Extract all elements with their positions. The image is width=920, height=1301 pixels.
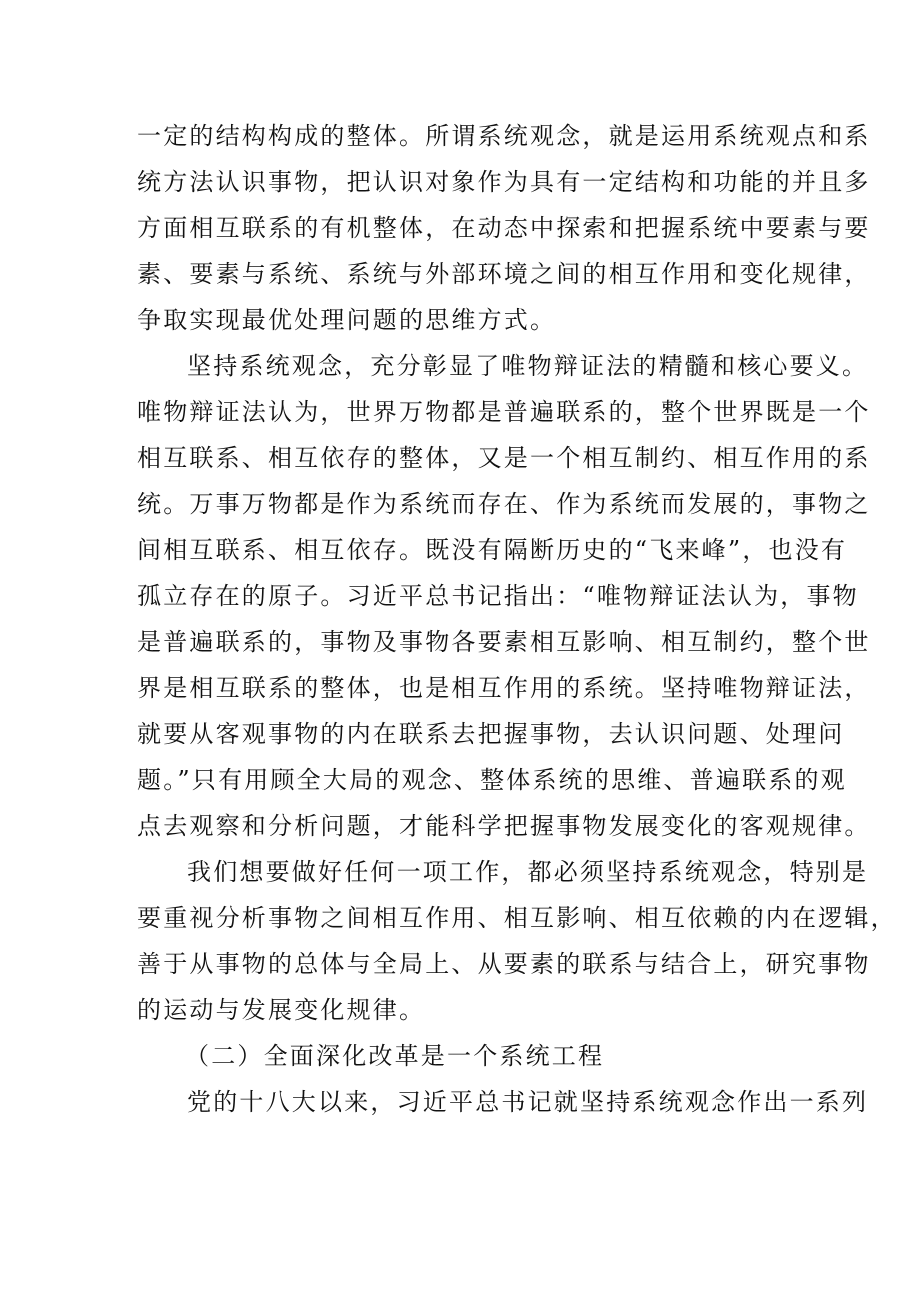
paragraph-line: 就要从客观事物的内在联系去把握事物，去认识问题、处理问 [137,720,845,748]
paragraph-line: 善于从事物的总体与全局上、从要素的联系与结合上，研究事物 [137,950,871,978]
section-heading-text: （二）全面深化改革是一个系统工程 [185,1042,605,1070]
paragraph-line: 孤立存在的原子。习近平总书记指出：“唯物辩证法认为，事物 [137,582,859,610]
paragraph-line: 题。”只有用顾全大局的观念、整体系统的思维、普遍联系的观 [137,766,847,794]
paragraph-line: 点去观察和分析问题，才能科学把握事物发展变化的客观规律。 [137,812,871,840]
paragraph-line: 坚持系统观念，充分彰显了唯物辩证法的精髓和核心要义。 [187,352,869,380]
paragraph-4 [137,1079,869,1125]
paragraph-line: 方面相互联系的有机整体，在动态中探索和把握系统中要素与要 [137,214,871,242]
paragraph-2 [137,343,871,849]
paragraph-line: 间相互联系、相互依存。既没有隔断历史的“飞来峰”，也没有 [137,536,848,564]
paragraph-line: 争取实现最优处理问题的思维方式。 [137,306,557,334]
paragraph-line: 是普遍联系的，事物及事物各要素相互影响、相互制约，整个世 [137,628,871,656]
document-body [137,113,897,1125]
paragraph-line: 素、要素与系统、系统与外部环境之间的相互作用和变化规律， [137,260,871,288]
paragraph-line: 统方法认识事物，把认识对象作为具有一定结构和功能的并且多 [137,168,871,196]
paragraph-line: 的运动与发展变化规律。 [137,996,426,1024]
paragraph-line: 唯物辩证法认为，世界万物都是普遍联系的，整个世界既是一个 [137,398,871,426]
paragraph-line: 一定的结构构成的整体。所谓系统观念，就是运用系统观点和系 [137,122,871,150]
paragraph-line: 统。万事万物都是作为系统而存在、作为系统而发展的，事物之 [137,490,871,518]
paragraph-line: 党的十八大以来，习近平总书记就坚持系统观念作出一系列 [187,1088,869,1116]
section-heading [137,1033,797,1079]
paragraph-line: 我们想要做好任何一项工作，都必须坚持系统观念，特别是 [187,858,869,886]
paragraph-line: 界是相互联系的整体，也是相互作用的系统。坚持唯物辩证法， [137,674,871,702]
paragraph-line: 要重视分析事物之间相互作用、相互影响、相互依赖的内在逻辑， [137,904,897,932]
paragraph-1 [137,113,871,343]
paragraph-line: 相互联系、相互依存的整体，又是一个相互制约、相互作用的系 [137,444,871,472]
paragraph-3 [137,849,897,1033]
